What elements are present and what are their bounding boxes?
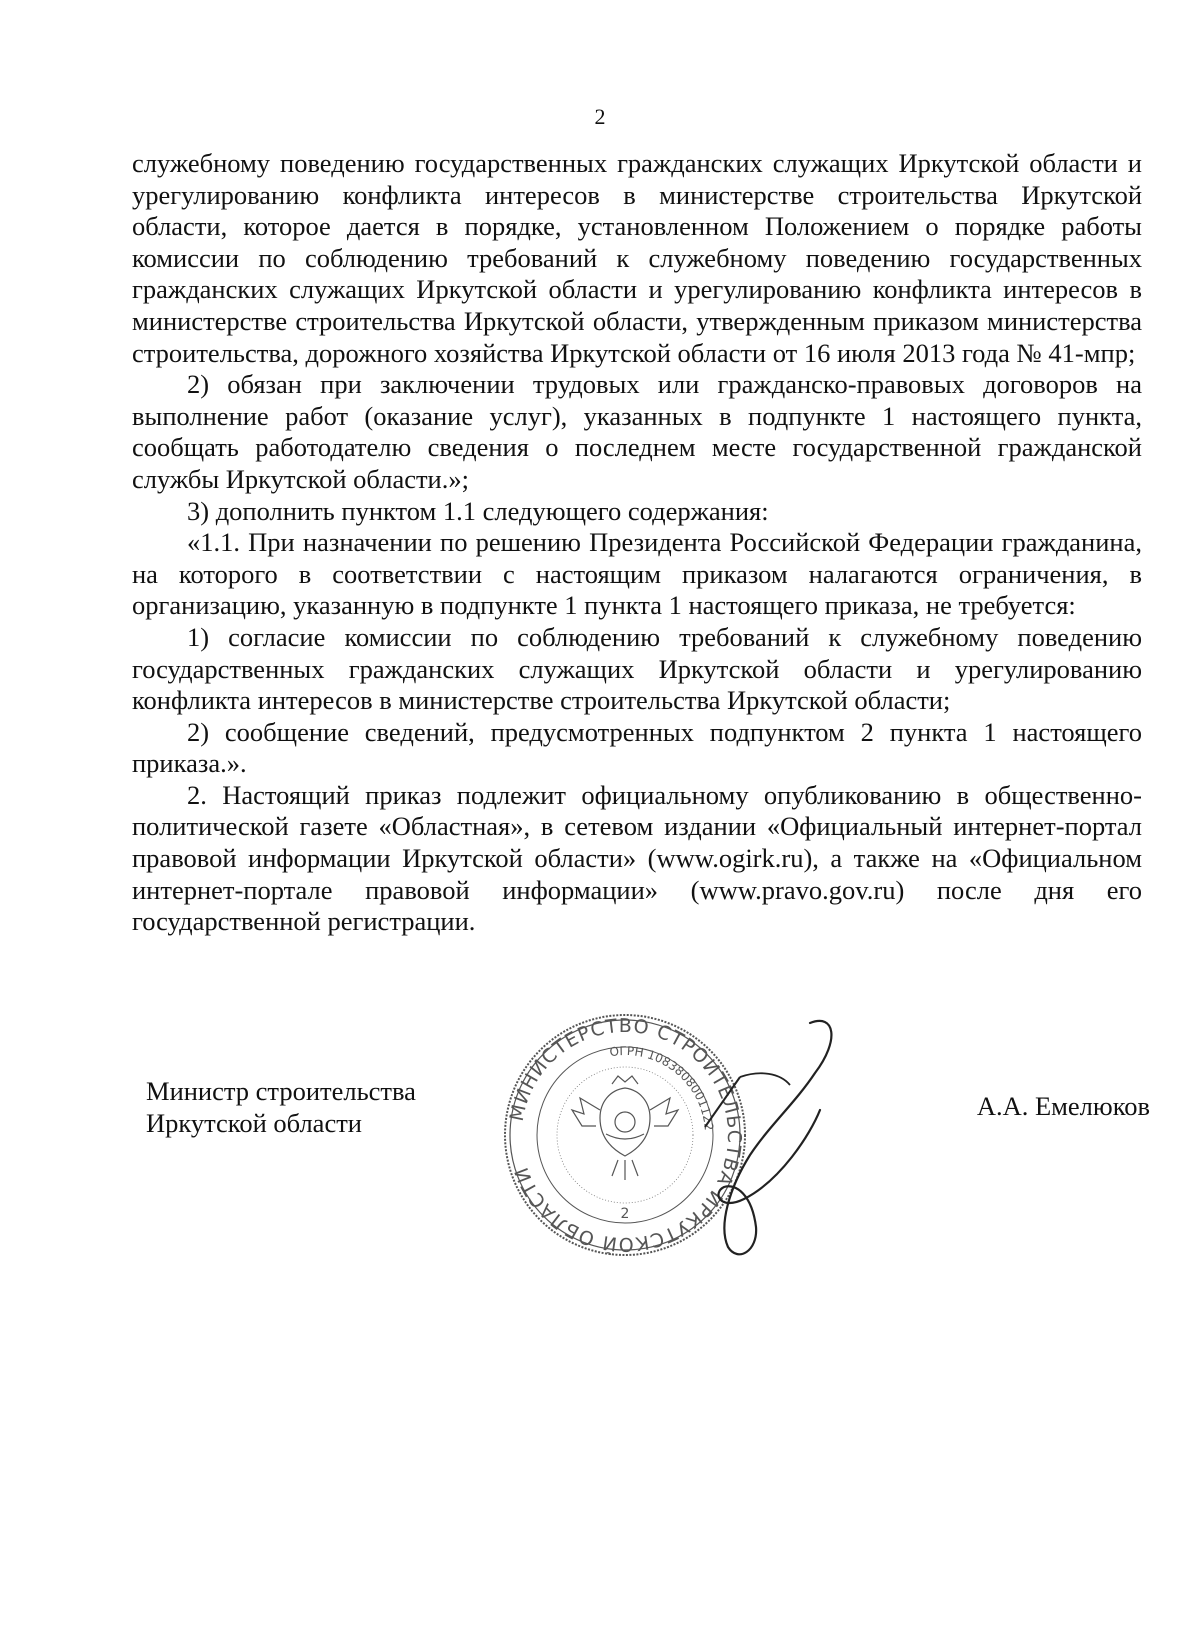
paragraph-publication: 2. Настоящий приказ подлежит официальному опубликованию в общественно-политической газете «Областная», в сетевом издании «Официальный интернет-портал правовой информации Иркутской области» (www.ogirk.ru), а также на «Официальном интернет-портале правовой информации» (www.pravo.gov.ru) после дня его государственной регистрации. [132, 779, 1142, 937]
seal-outer-text: МИНИСТЕРСТВО СТРОИТЕЛЬСТВА ИРКУТСКОЙ ОБЛАСТИ [505, 1014, 746, 1256]
paragraph-item-3: 3) дополнить пунктом 1.1 следующего содержания: [187, 495, 769, 526]
coat-of-arms-icon [572, 1076, 678, 1180]
signer-position [146, 1075, 416, 1139]
paragraph-subitem-2: 2) сообщение сведений, предусмотренных подпунктом 2 пункта 1 настоящего приказа.». [132, 716, 1142, 779]
seal-bottom-number: 2 [620, 1206, 630, 1222]
seal-ogrn-text: ОГРН 1083808001122 [608, 1043, 716, 1132]
signer-name: А.А. Емелюков [976, 1091, 1150, 1121]
signer-position-line2: Иркутской области [146, 1108, 362, 1138]
handwritten-signature [700, 1015, 880, 1260]
paragraph-subitem-1: 1) согласие комиссии по соблюдению требований к служебному поведению государственных гражданских служащих Иркутской области и урегулированию конфликта интересов в министерстве строительства Иркутской области; [132, 621, 1142, 716]
paragraph-continuation: служебному поведению государственных гражданских служащих Иркутской области и урегулированию конфликта интересов в министерстве строительства Иркутской области, которое дается в порядке, установленном Положением о порядке работы комиссии по соблюдению требований к служебному поведению государственных гражданских служащих Иркутской области и урегулированию конфликта интересов в министерстве строительства Иркутской области, утвержденным приказом министерства строительства, дорожного хозяйства Иркутской области от 16 июля 2013 года № 41-мпр; [132, 148, 1142, 368]
paragraph-clause-1-1: «1.1. При назначении по решению Президента Российской Федерации гражданина, на которого в соответствии с настоящим приказом налагаются ограничения, в организацию, указанную в подпункте 1 пункта 1 настоящего приказа, не требуется: [132, 527, 1142, 621]
document-body [132, 148, 1142, 938]
paragraph-item-2: 2) обязан при заключении трудовых или гражданско-правовых договоров на выполнение работ (оказание услуг), указанных в подпункте 1 настоящего пункта, сообщать работодателю сведения о последнем месте государственной гражданской службы Иркутской области.»; [132, 369, 1142, 494]
signer-position-line1: Министр строительства [146, 1076, 416, 1106]
page-number: 2 [594, 104, 606, 129]
